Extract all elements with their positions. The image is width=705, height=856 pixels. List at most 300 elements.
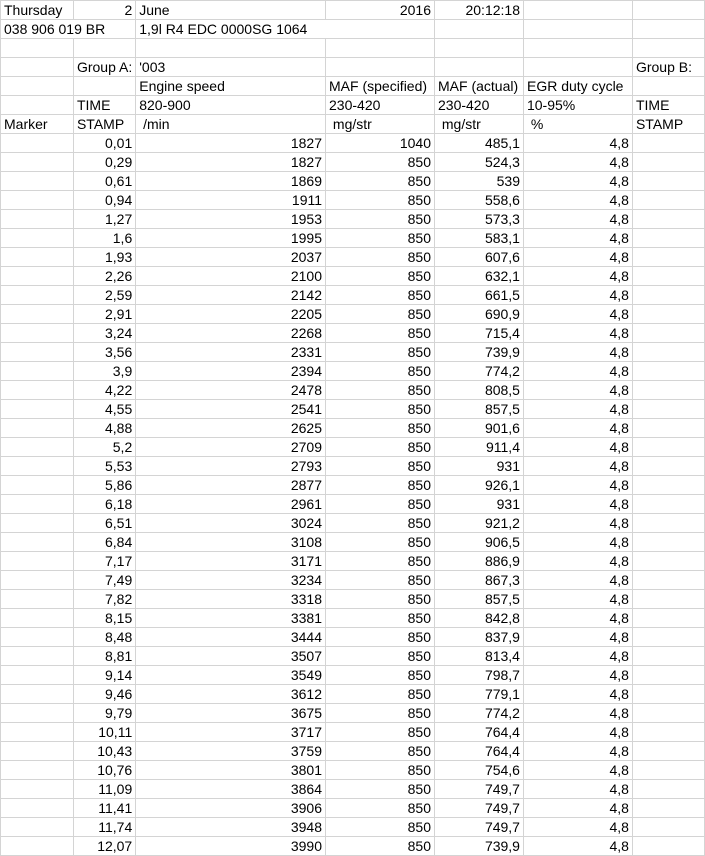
- maf-specified-range[interactable]: 230-420: [326, 96, 435, 115]
- timestamp-cell[interactable]: 10,76: [73, 761, 135, 780]
- group-b-cell[interactable]: [632, 818, 704, 837]
- group-b-cell[interactable]: [632, 438, 704, 457]
- timestamp-cell[interactable]: 6,84: [73, 533, 135, 552]
- timestamp-cell[interactable]: 11,41: [73, 799, 135, 818]
- egr-range[interactable]: 10-95%: [523, 96, 632, 115]
- empty-cell[interactable]: [523, 1, 632, 20]
- empty-cell[interactable]: [73, 39, 135, 58]
- engine-speed-cell[interactable]: 2142: [136, 286, 326, 305]
- empty-cell[interactable]: [136, 39, 326, 58]
- timestamp-cell[interactable]: 3,56: [73, 343, 135, 362]
- egr-duty-cycle-cell[interactable]: 4,8: [523, 210, 632, 229]
- maf-actual-cell[interactable]: 539: [435, 172, 524, 191]
- marker-cell[interactable]: [1, 229, 74, 248]
- group-b-cell[interactable]: [632, 400, 704, 419]
- maf-specified-cell[interactable]: 850: [326, 533, 435, 552]
- group-b-cell[interactable]: [632, 210, 704, 229]
- maf-actual-cell[interactable]: 813,4: [435, 647, 524, 666]
- maf-actual-cell[interactable]: 931: [435, 495, 524, 514]
- marker-cell[interactable]: [1, 134, 74, 153]
- timestamp-cell[interactable]: 1,27: [73, 210, 135, 229]
- group-b-cell[interactable]: [632, 305, 704, 324]
- group-a-code[interactable]: '003: [136, 58, 326, 77]
- empty-cell[interactable]: [435, 20, 524, 39]
- part-number-cell[interactable]: 038 906 019 BR: [1, 20, 136, 39]
- group-b-time-header-bottom[interactable]: STAMP: [632, 115, 704, 134]
- engine-speed-cell[interactable]: 3864: [136, 780, 326, 799]
- empty-cell[interactable]: [523, 20, 632, 39]
- empty-cell[interactable]: [632, 20, 704, 39]
- timestamp-cell[interactable]: 0,94: [73, 191, 135, 210]
- group-b-cell[interactable]: [632, 666, 704, 685]
- engine-speed-cell[interactable]: 3906: [136, 799, 326, 818]
- maf-actual-cell[interactable]: 754,6: [435, 761, 524, 780]
- egr-duty-cycle-cell[interactable]: 4,8: [523, 590, 632, 609]
- empty-cell[interactable]: [632, 1, 704, 20]
- timestamp-cell[interactable]: 10,43: [73, 742, 135, 761]
- maf-specified-cell[interactable]: 850: [326, 837, 435, 856]
- group-b-cell[interactable]: [632, 495, 704, 514]
- group-b-cell[interactable]: [632, 286, 704, 305]
- empty-cell[interactable]: [435, 39, 524, 58]
- timestamp-cell[interactable]: 11,09: [73, 780, 135, 799]
- egr-duty-cycle-cell[interactable]: 4,8: [523, 666, 632, 685]
- marker-cell[interactable]: [1, 153, 74, 172]
- marker-cell[interactable]: [1, 514, 74, 533]
- maf-actual-cell[interactable]: 779,1: [435, 685, 524, 704]
- maf-actual-cell[interactable]: 764,4: [435, 742, 524, 761]
- egr-duty-cycle-cell[interactable]: 4,8: [523, 780, 632, 799]
- timestamp-cell[interactable]: 1,93: [73, 248, 135, 267]
- egr-duty-cycle-cell[interactable]: 4,8: [523, 229, 632, 248]
- maf-specified-unit[interactable]: mg/str: [326, 115, 435, 134]
- engine-speed-cell[interactable]: 3549: [136, 666, 326, 685]
- egr-duty-cycle-cell[interactable]: 4,8: [523, 628, 632, 647]
- group-b-cell[interactable]: [632, 761, 704, 780]
- timestamp-cell[interactable]: 4,88: [73, 419, 135, 438]
- marker-cell[interactable]: [1, 381, 74, 400]
- egr-duty-cycle-cell[interactable]: 4,8: [523, 343, 632, 362]
- maf-actual-cell[interactable]: 901,6: [435, 419, 524, 438]
- engine-speed-cell[interactable]: 3948: [136, 818, 326, 837]
- maf-specified-cell[interactable]: 850: [326, 818, 435, 837]
- maf-actual-cell[interactable]: 739,9: [435, 837, 524, 856]
- group-b-cell[interactable]: [632, 362, 704, 381]
- timestamp-cell[interactable]: 2,91: [73, 305, 135, 324]
- marker-cell[interactable]: [1, 628, 74, 647]
- maf-actual-cell[interactable]: 911,4: [435, 438, 524, 457]
- engine-speed-cell[interactable]: 3444: [136, 628, 326, 647]
- time-cell[interactable]: 20:12:18: [435, 1, 524, 20]
- egr-duty-cycle-cell[interactable]: 4,8: [523, 400, 632, 419]
- marker-cell[interactable]: [1, 495, 74, 514]
- egr-duty-cycle-cell[interactable]: 4,8: [523, 191, 632, 210]
- marker-cell[interactable]: [1, 590, 74, 609]
- maf-specified-cell[interactable]: 850: [326, 685, 435, 704]
- maf-specified-cell[interactable]: 850: [326, 799, 435, 818]
- group-b-cell[interactable]: [632, 609, 704, 628]
- egr-duty-cycle-cell[interactable]: 4,8: [523, 457, 632, 476]
- maf-actual-cell[interactable]: 837,9: [435, 628, 524, 647]
- maf-actual-cell[interactable]: 931: [435, 457, 524, 476]
- maf-specified-cell[interactable]: 850: [326, 476, 435, 495]
- time-header-bottom[interactable]: STAMP: [73, 115, 135, 134]
- maf-actual-cell[interactable]: 867,3: [435, 571, 524, 590]
- maf-actual-header[interactable]: MAF (actual): [435, 77, 524, 96]
- group-b-cell[interactable]: [632, 324, 704, 343]
- empty-cell[interactable]: [1, 96, 74, 115]
- maf-actual-range[interactable]: 230-420: [435, 96, 524, 115]
- engine-speed-cell[interactable]: 2793: [136, 457, 326, 476]
- group-b-cell[interactable]: [632, 134, 704, 153]
- maf-actual-cell[interactable]: 764,4: [435, 723, 524, 742]
- engine-speed-cell[interactable]: 2625: [136, 419, 326, 438]
- group-b-cell[interactable]: [632, 172, 704, 191]
- empty-cell[interactable]: [73, 77, 135, 96]
- group-b-cell[interactable]: [632, 799, 704, 818]
- group-b-cell[interactable]: [632, 628, 704, 647]
- maf-actual-cell[interactable]: 749,7: [435, 780, 524, 799]
- maf-specified-cell[interactable]: 850: [326, 628, 435, 647]
- timestamp-cell[interactable]: 8,48: [73, 628, 135, 647]
- marker-cell[interactable]: [1, 267, 74, 286]
- group-b-cell[interactable]: [632, 590, 704, 609]
- empty-cell[interactable]: [632, 39, 704, 58]
- empty-cell[interactable]: [1, 58, 74, 77]
- maf-specified-cell[interactable]: 850: [326, 267, 435, 286]
- egr-duty-cycle-cell[interactable]: 4,8: [523, 495, 632, 514]
- timestamp-cell[interactable]: 1,6: [73, 229, 135, 248]
- maf-specified-cell[interactable]: 850: [326, 704, 435, 723]
- maf-specified-cell[interactable]: 850: [326, 571, 435, 590]
- empty-cell[interactable]: [1, 77, 74, 96]
- engine-speed-cell[interactable]: 1953: [136, 210, 326, 229]
- timestamp-cell[interactable]: 5,86: [73, 476, 135, 495]
- empty-cell[interactable]: [632, 77, 704, 96]
- maf-actual-cell[interactable]: 749,7: [435, 799, 524, 818]
- maf-specified-cell[interactable]: 850: [326, 286, 435, 305]
- engine-speed-cell[interactable]: 1995: [136, 229, 326, 248]
- maf-specified-cell[interactable]: 850: [326, 381, 435, 400]
- timestamp-cell[interactable]: 8,81: [73, 647, 135, 666]
- marker-cell[interactable]: [1, 704, 74, 723]
- marker-cell[interactable]: [1, 780, 74, 799]
- marker-cell[interactable]: [1, 286, 74, 305]
- day-number-cell[interactable]: 2: [73, 1, 135, 20]
- egr-duty-cycle-cell[interactable]: 4,8: [523, 248, 632, 267]
- maf-specified-cell[interactable]: 850: [326, 723, 435, 742]
- engine-speed-cell[interactable]: 1911: [136, 191, 326, 210]
- maf-specified-cell[interactable]: 850: [326, 647, 435, 666]
- group-b-cell[interactable]: [632, 533, 704, 552]
- marker-cell[interactable]: [1, 172, 74, 191]
- engine-speed-range[interactable]: 820-900: [136, 96, 326, 115]
- maf-actual-cell[interactable]: 842,8: [435, 609, 524, 628]
- maf-specified-cell[interactable]: 850: [326, 742, 435, 761]
- engine-speed-cell[interactable]: 3171: [136, 552, 326, 571]
- egr-duty-cycle-cell[interactable]: 4,8: [523, 305, 632, 324]
- group-a-label[interactable]: Group A:: [73, 58, 135, 77]
- timestamp-cell[interactable]: 9,46: [73, 685, 135, 704]
- marker-cell[interactable]: [1, 191, 74, 210]
- timestamp-cell[interactable]: 7,17: [73, 552, 135, 571]
- egr-duty-cycle-cell[interactable]: 4,8: [523, 818, 632, 837]
- maf-actual-cell[interactable]: 808,5: [435, 381, 524, 400]
- engine-speed-cell[interactable]: 1869: [136, 172, 326, 191]
- engine-speed-cell[interactable]: 3675: [136, 704, 326, 723]
- engine-speed-cell[interactable]: 3990: [136, 837, 326, 856]
- engine-speed-cell[interactable]: 2205: [136, 305, 326, 324]
- maf-actual-cell[interactable]: 690,9: [435, 305, 524, 324]
- engine-speed-header[interactable]: Engine speed: [136, 77, 326, 96]
- timestamp-cell[interactable]: 3,24: [73, 324, 135, 343]
- group-b-cell[interactable]: [632, 780, 704, 799]
- group-b-cell[interactable]: [632, 723, 704, 742]
- timestamp-cell[interactable]: 4,22: [73, 381, 135, 400]
- egr-duty-cycle-cell[interactable]: 4,8: [523, 647, 632, 666]
- engine-speed-cell[interactable]: 2394: [136, 362, 326, 381]
- maf-actual-cell[interactable]: 583,1: [435, 229, 524, 248]
- group-b-cell[interactable]: [632, 191, 704, 210]
- empty-cell[interactable]: [523, 39, 632, 58]
- year-cell[interactable]: 2016: [326, 1, 435, 20]
- marker-cell[interactable]: [1, 685, 74, 704]
- engine-code-cell[interactable]: 1,9l R4 EDC 0000SG 1064: [136, 20, 435, 39]
- marker-cell[interactable]: [1, 799, 74, 818]
- egr-duty-cycle-cell[interactable]: 4,8: [523, 571, 632, 590]
- timestamp-cell[interactable]: 0,29: [73, 153, 135, 172]
- maf-actual-cell[interactable]: 661,5: [435, 286, 524, 305]
- maf-specified-cell[interactable]: 850: [326, 495, 435, 514]
- engine-speed-cell[interactable]: 3612: [136, 685, 326, 704]
- marker-cell[interactable]: [1, 761, 74, 780]
- egr-duty-cycle-cell[interactable]: 4,8: [523, 381, 632, 400]
- maf-specified-cell[interactable]: 850: [326, 590, 435, 609]
- maf-specified-cell[interactable]: 850: [326, 552, 435, 571]
- timestamp-cell[interactable]: 4,55: [73, 400, 135, 419]
- maf-specified-cell[interactable]: 850: [326, 343, 435, 362]
- marker-cell[interactable]: [1, 419, 74, 438]
- maf-specified-cell[interactable]: 850: [326, 419, 435, 438]
- timestamp-cell[interactable]: 12,07: [73, 837, 135, 856]
- maf-specified-header[interactable]: MAF (specified): [326, 77, 435, 96]
- maf-actual-cell[interactable]: 857,5: [435, 400, 524, 419]
- group-b-cell[interactable]: [632, 343, 704, 362]
- group-b-cell[interactable]: [632, 685, 704, 704]
- group-b-cell[interactable]: [632, 153, 704, 172]
- engine-speed-cell[interactable]: 3381: [136, 609, 326, 628]
- egr-duty-cycle-cell[interactable]: 4,8: [523, 514, 632, 533]
- time-header-top[interactable]: TIME: [73, 96, 135, 115]
- timestamp-cell[interactable]: 8,15: [73, 609, 135, 628]
- maf-actual-cell[interactable]: 632,1: [435, 267, 524, 286]
- empty-cell[interactable]: [326, 39, 435, 58]
- engine-speed-cell[interactable]: 2037: [136, 248, 326, 267]
- marker-cell[interactable]: [1, 362, 74, 381]
- maf-actual-cell[interactable]: 774,2: [435, 704, 524, 723]
- maf-specified-cell[interactable]: 850: [326, 438, 435, 457]
- maf-actual-cell[interactable]: 573,3: [435, 210, 524, 229]
- engine-speed-cell[interactable]: 2541: [136, 400, 326, 419]
- egr-duty-cycle-cell[interactable]: 4,8: [523, 324, 632, 343]
- maf-specified-cell[interactable]: 850: [326, 362, 435, 381]
- engine-speed-cell[interactable]: 2877: [136, 476, 326, 495]
- timestamp-cell[interactable]: 11,74: [73, 818, 135, 837]
- group-b-cell[interactable]: [632, 514, 704, 533]
- egr-duty-cycle-cell[interactable]: 4,8: [523, 476, 632, 495]
- maf-actual-cell[interactable]: 749,7: [435, 818, 524, 837]
- engine-speed-cell[interactable]: 1827: [136, 134, 326, 153]
- maf-actual-unit[interactable]: mg/str: [435, 115, 524, 134]
- timestamp-cell[interactable]: 6,51: [73, 514, 135, 533]
- timestamp-cell[interactable]: 7,82: [73, 590, 135, 609]
- empty-cell[interactable]: [523, 58, 632, 77]
- egr-duty-cycle-cell[interactable]: 4,8: [523, 799, 632, 818]
- engine-speed-cell[interactable]: 3024: [136, 514, 326, 533]
- group-b-cell[interactable]: [632, 267, 704, 286]
- egr-duty-cycle-cell[interactable]: 4,8: [523, 267, 632, 286]
- egr-duty-cycle-cell[interactable]: 4,8: [523, 438, 632, 457]
- maf-specified-cell[interactable]: 850: [326, 210, 435, 229]
- maf-actual-cell[interactable]: 558,6: [435, 191, 524, 210]
- egr-duty-cycle-cell[interactable]: 4,8: [523, 723, 632, 742]
- maf-specified-cell[interactable]: 850: [326, 229, 435, 248]
- marker-cell[interactable]: [1, 647, 74, 666]
- group-b-time-header-top[interactable]: TIME: [632, 96, 704, 115]
- maf-actual-cell[interactable]: 926,1: [435, 476, 524, 495]
- maf-actual-cell[interactable]: 715,4: [435, 324, 524, 343]
- empty-cell[interactable]: [326, 58, 435, 77]
- egr-duty-cycle-cell[interactable]: 4,8: [523, 134, 632, 153]
- group-b-cell[interactable]: [632, 552, 704, 571]
- maf-actual-cell[interactable]: 886,9: [435, 552, 524, 571]
- egr-duty-cycle-cell[interactable]: 4,8: [523, 172, 632, 191]
- engine-speed-cell[interactable]: 2268: [136, 324, 326, 343]
- timestamp-cell[interactable]: 2,59: [73, 286, 135, 305]
- timestamp-cell[interactable]: 0,01: [73, 134, 135, 153]
- marker-cell[interactable]: [1, 533, 74, 552]
- timestamp-cell[interactable]: 5,53: [73, 457, 135, 476]
- marker-cell[interactable]: [1, 837, 74, 856]
- timestamp-cell[interactable]: 6,18: [73, 495, 135, 514]
- timestamp-cell[interactable]: 0,61: [73, 172, 135, 191]
- day-cell[interactable]: Thursday: [1, 1, 74, 20]
- marker-cell[interactable]: [1, 248, 74, 267]
- engine-speed-cell[interactable]: 2331: [136, 343, 326, 362]
- marker-header[interactable]: Marker: [1, 115, 74, 134]
- timestamp-cell[interactable]: 7,49: [73, 571, 135, 590]
- egr-duty-cycle-cell[interactable]: 4,8: [523, 704, 632, 723]
- engine-speed-cell[interactable]: 3234: [136, 571, 326, 590]
- engine-speed-cell[interactable]: 3318: [136, 590, 326, 609]
- egr-duty-cycle-cell[interactable]: 4,8: [523, 362, 632, 381]
- engine-speed-cell[interactable]: 3717: [136, 723, 326, 742]
- maf-actual-cell[interactable]: 739,9: [435, 343, 524, 362]
- empty-cell[interactable]: [435, 58, 524, 77]
- egr-duty-cycle-cell[interactable]: 4,8: [523, 609, 632, 628]
- timestamp-cell[interactable]: 2,26: [73, 267, 135, 286]
- maf-actual-cell[interactable]: 607,6: [435, 248, 524, 267]
- group-b-cell[interactable]: [632, 419, 704, 438]
- engine-speed-cell[interactable]: 2709: [136, 438, 326, 457]
- egr-duty-cycle-cell[interactable]: 4,8: [523, 761, 632, 780]
- egr-duty-cycle-cell[interactable]: 4,8: [523, 742, 632, 761]
- egr-duty-cycle-header[interactable]: EGR duty cycle: [523, 77, 632, 96]
- timestamp-cell[interactable]: 5,2: [73, 438, 135, 457]
- maf-specified-cell[interactable]: 850: [326, 780, 435, 799]
- marker-cell[interactable]: [1, 210, 74, 229]
- engine-speed-unit[interactable]: /min: [136, 115, 326, 134]
- maf-specified-cell[interactable]: 850: [326, 248, 435, 267]
- maf-actual-cell[interactable]: 774,2: [435, 362, 524, 381]
- maf-actual-cell[interactable]: 798,7: [435, 666, 524, 685]
- group-b-label[interactable]: Group B:: [632, 58, 704, 77]
- maf-specified-cell[interactable]: 850: [326, 666, 435, 685]
- maf-specified-cell[interactable]: 850: [326, 305, 435, 324]
- group-b-cell[interactable]: [632, 571, 704, 590]
- marker-cell[interactable]: [1, 723, 74, 742]
- egr-duty-cycle-cell[interactable]: 4,8: [523, 533, 632, 552]
- group-b-cell[interactable]: [632, 457, 704, 476]
- engine-speed-cell[interactable]: 2961: [136, 495, 326, 514]
- group-b-cell[interactable]: [632, 647, 704, 666]
- maf-specified-cell[interactable]: 850: [326, 324, 435, 343]
- marker-cell[interactable]: [1, 818, 74, 837]
- group-b-cell[interactable]: [632, 248, 704, 267]
- engine-speed-cell[interactable]: 3801: [136, 761, 326, 780]
- maf-specified-cell[interactable]: 1040: [326, 134, 435, 153]
- timestamp-cell[interactable]: 9,79: [73, 704, 135, 723]
- timestamp-cell[interactable]: 10,11: [73, 723, 135, 742]
- maf-specified-cell[interactable]: 850: [326, 400, 435, 419]
- maf-specified-cell[interactable]: 850: [326, 761, 435, 780]
- marker-cell[interactable]: [1, 400, 74, 419]
- egr-duty-cycle-cell[interactable]: 4,8: [523, 552, 632, 571]
- egr-duty-cycle-cell[interactable]: 4,8: [523, 837, 632, 856]
- marker-cell[interactable]: [1, 457, 74, 476]
- egr-duty-cycle-cell[interactable]: 4,8: [523, 286, 632, 305]
- marker-cell[interactable]: [1, 666, 74, 685]
- maf-specified-cell[interactable]: 850: [326, 514, 435, 533]
- group-b-cell[interactable]: [632, 742, 704, 761]
- maf-specified-cell[interactable]: 850: [326, 153, 435, 172]
- engine-speed-cell[interactable]: 2100: [136, 267, 326, 286]
- egr-duty-cycle-cell[interactable]: 4,8: [523, 419, 632, 438]
- maf-specified-cell[interactable]: 850: [326, 609, 435, 628]
- maf-specified-cell[interactable]: 850: [326, 172, 435, 191]
- maf-actual-cell[interactable]: 485,1: [435, 134, 524, 153]
- marker-cell[interactable]: [1, 305, 74, 324]
- engine-speed-cell[interactable]: 1827: [136, 153, 326, 172]
- maf-actual-cell[interactable]: 857,5: [435, 590, 524, 609]
- maf-specified-cell[interactable]: 850: [326, 191, 435, 210]
- engine-speed-cell[interactable]: 2478: [136, 381, 326, 400]
- marker-cell[interactable]: [1, 609, 74, 628]
- empty-cell[interactable]: [1, 39, 74, 58]
- marker-cell[interactable]: [1, 571, 74, 590]
- group-b-cell[interactable]: [632, 704, 704, 723]
- month-cell[interactable]: June: [136, 1, 326, 20]
- egr-duty-cycle-cell[interactable]: 4,8: [523, 153, 632, 172]
- egr-unit[interactable]: %: [523, 115, 632, 134]
- maf-actual-cell[interactable]: 921,2: [435, 514, 524, 533]
- group-b-cell[interactable]: [632, 476, 704, 495]
- timestamp-cell[interactable]: 3,9: [73, 362, 135, 381]
- engine-speed-cell[interactable]: 3108: [136, 533, 326, 552]
- marker-cell[interactable]: [1, 438, 74, 457]
- marker-cell[interactable]: [1, 552, 74, 571]
- maf-specified-cell[interactable]: 850: [326, 457, 435, 476]
